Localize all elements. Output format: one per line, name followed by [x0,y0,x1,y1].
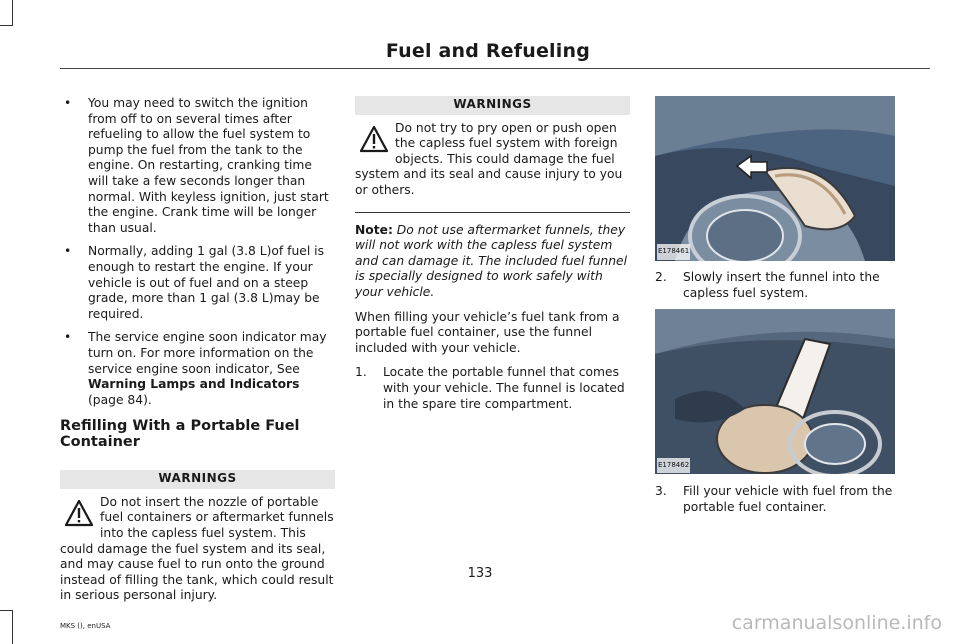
step-text: Fill your vehicle with fuel from the portable fuel container. [683,484,893,514]
header-rule [60,68,930,69]
funnel-illustration [655,96,895,261]
bullet-item [60,330,335,408]
warning-body [60,495,335,604]
step-list [355,365,630,412]
step-text: Slowly insert the funnel into the capless fuel system. [683,270,880,300]
step-number: 1. [355,365,367,380]
body-paragraph: When filling your vehicle’s fuel tank from a portable fuel container, use the funnel included with your vehicle. [355,309,620,355]
crop-mark-top-left [0,0,13,26]
step-item [655,270,925,301]
crop-mark-bottom-left [0,610,13,644]
note-label: Note: [355,222,393,237]
step-number: 3. [655,484,667,499]
column-left [60,96,335,604]
footer-meta: MKS (), enUSA [60,622,111,630]
funnel-insert-illustration [655,309,895,474]
bullet-list [60,96,335,408]
figure-funnel-location [655,96,895,261]
note-paragraph [355,223,630,301]
warning-text: Do not insert the nozzle of portable fuel containers or aftermarket funnels into the capless fuel system. This could damage the fuel system and its seal, and may cause fuel to run onto the ground instead of filling the tank, which could result in serious personal injury. [60,494,334,603]
step-text: Locate the portable funnel that comes with your vehicle. The funnel is located in the spare tire compartment. [383,365,625,411]
warning-triangle-icon [64,499,94,527]
step-item [655,484,925,515]
bullet-text: The service engine soon indicator may turn on. For more information on the service engine soon indicator, See [88,330,327,376]
watermark: carmanualsonline.info [731,612,942,634]
step-list [655,484,925,515]
warning-divider [355,212,630,213]
note-text: Do not use aftermarket funnels, they will not work with the capless fuel system and can damage it. The included fuel funnel is specially designed to work safely with your vehicle. [355,222,627,299]
bullet-item: • Normally, adding 1 gal (3.8 L)of fuel is enough to restart the engine. If your vehicle is out of fuel and on a steep grade, more than 1 gal (3.8 L)may be required. [60,244,335,322]
figure-id: E178462 [657,458,690,474]
warning-header: WARNINGS [355,96,630,115]
page-reference: (page 84). [88,392,152,407]
warning-header: WARNINGS [60,470,335,489]
section-heading: Refilling With a Portable Fuel Container [60,418,300,451]
warning-triangle-icon [359,125,389,153]
column-middle [355,96,630,420]
page-title: Fuel and Refueling [385,40,590,62]
step-number: 2. [655,270,667,284]
figure-id: E178461 [657,244,690,260]
column-right [655,96,925,523]
figure-funnel-insert [655,309,895,474]
warning-text: Do not try to pry open or push open the capless fuel system with foreign objects. This could damage the fuel system and its seal and cause injury to you or others. [355,120,623,197]
cross-reference-link[interactable]: Warning Lamps and Indicators [88,377,300,392]
bullet-item: • You may need to switch the ignition from off to on several times after refueling to allow the fuel system to pump the fuel from the tank to the engine. On restarting, cranking time will take a few seconds longer than normal. With keyless ignition, just start the engine. Crank time will be longer than usual. [60,96,335,236]
step-list [655,270,925,301]
step-item [355,365,630,412]
warning-body [355,121,630,199]
page-number: 133 [467,566,493,581]
